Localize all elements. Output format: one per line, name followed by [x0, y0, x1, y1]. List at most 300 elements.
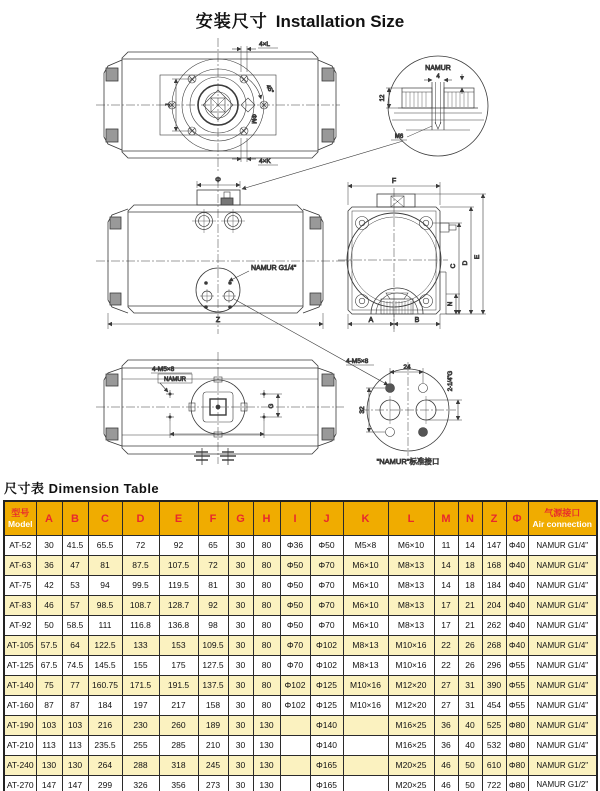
dim-cell: 230 [122, 715, 159, 735]
flange-height-dim: 32 [359, 406, 366, 414]
dim-cell: 36 [36, 555, 62, 575]
dim-cell: Φ40 [506, 575, 528, 595]
bottom-view-drawing [96, 352, 344, 465]
dim-cell: Φ50 [280, 595, 310, 615]
dim-cell: 64 [62, 635, 88, 655]
dim-cell: 260 [159, 715, 198, 735]
dim-cell [280, 775, 310, 791]
bottom-holes-dim-label: 4×K [259, 158, 271, 165]
dim-cell: 171.5 [122, 675, 159, 695]
model-cell: AT-92 [4, 615, 36, 635]
air-connection-cell: NAMUR G1/4" [528, 535, 597, 555]
top-holes-dim-label: 4×L [259, 41, 271, 48]
dim-cell: 356 [159, 775, 198, 791]
air-connection-cell: NAMUR G1/4" [528, 715, 597, 735]
header-col-e: E [159, 501, 198, 535]
dim-cell: 168 [482, 555, 506, 575]
dim-cell: 610 [482, 755, 506, 775]
dim-cell: Φ36 [280, 535, 310, 555]
dim-cell: 50 [36, 615, 62, 635]
dim-cell: 17 [434, 615, 458, 635]
dim-cell: 299 [88, 775, 122, 791]
dim-cell: M16×25 [388, 715, 434, 735]
e-dim-label: E [474, 254, 481, 260]
model-cell: AT-160 [4, 695, 36, 715]
dim-cell: 80 [253, 575, 280, 595]
header-air-en: Air connection [532, 518, 592, 529]
air-connection-cell: NAMUR G1/4" [528, 595, 597, 615]
header-col-g: G [228, 501, 253, 535]
header-col-m: M [434, 501, 458, 535]
dim-cell: 47 [62, 555, 88, 575]
dim-cell: Φ80 [506, 715, 528, 735]
dim-cell: M8×13 [388, 595, 434, 615]
dim-cell: Φ70 [310, 555, 343, 575]
dim-cell: 81 [198, 575, 228, 595]
n-dim-label: N [448, 301, 454, 307]
dim-cell: 57.5 [36, 635, 62, 655]
dim-cell: Φ165 [310, 755, 343, 775]
dim-cell: 80 [253, 695, 280, 715]
model-cell: AT-210 [4, 735, 36, 755]
dim-cell: 454 [482, 695, 506, 715]
dim-cell: 217 [159, 695, 198, 715]
table-row [4, 635, 597, 655]
dim-cell: 130 [253, 775, 280, 791]
model-cell: AT-105 [4, 635, 36, 655]
dim-cell: 30 [228, 755, 253, 775]
dim-cell: 40 [458, 735, 482, 755]
table-row [4, 755, 597, 775]
air-connection-cell: NAMUR G1/2" [528, 755, 597, 775]
table-row [4, 575, 597, 595]
dim-cell: 80 [253, 635, 280, 655]
page-title-en: Installation Size [275, 12, 405, 31]
header-col-k: K [343, 501, 388, 535]
b-dim-label: B [414, 317, 420, 324]
model-cell: AT-63 [4, 555, 36, 575]
dim-cell: 525 [482, 715, 506, 735]
dim-cell: 390 [482, 675, 506, 695]
dim-cell: 81 [88, 555, 122, 575]
dim-cell: Φ125 [310, 695, 343, 715]
flange-detail-drawing [346, 358, 462, 466]
dim-cell: Φ70 [310, 595, 343, 615]
header-col-z: Z [482, 501, 506, 535]
dim-cell: Φ102 [280, 695, 310, 715]
slot-width-dim: 4 [436, 74, 440, 80]
j-dim-label: J [166, 103, 172, 107]
dim-cell: 30 [228, 615, 253, 635]
dim-cell: 532 [482, 735, 506, 755]
dim-cell: 77 [62, 675, 88, 695]
dim-cell: 14 [434, 555, 458, 575]
dim-cell: 296 [482, 655, 506, 675]
header-model-en: Model [7, 518, 33, 529]
dim-cell: Φ50 [280, 615, 310, 635]
dim-cell: M6×10 [343, 575, 388, 595]
foot-bolts [194, 448, 236, 465]
dim-cell: 30 [228, 735, 253, 755]
header-model [4, 501, 36, 535]
dim-cell: 153 [159, 635, 198, 655]
model-cell: AT-52 [4, 535, 36, 555]
dim-cell: 46 [36, 595, 62, 615]
dim-cell [343, 755, 388, 775]
dim-cell: 108.7 [122, 595, 159, 615]
page-title-zh: 安装尺寸 [195, 12, 268, 31]
dim-cell: 80 [253, 655, 280, 675]
dim-cell: 92 [198, 595, 228, 615]
dim-cell: 210 [198, 735, 228, 755]
phi-dim-label: Φ [215, 177, 221, 184]
header-col-a: A [36, 501, 62, 535]
dim-cell: 75 [36, 675, 62, 695]
a-dim-label: A [368, 317, 374, 324]
header-col-j: J [310, 501, 343, 535]
dim-cell: 245 [198, 755, 228, 775]
dim-cell [343, 715, 388, 735]
dim-cell: 116.8 [122, 615, 159, 635]
dim-cell: 216 [88, 715, 122, 735]
slot-depth-dim: 12 [380, 94, 386, 102]
dim-cell: Φ50 [310, 535, 343, 555]
table-header-row [4, 501, 597, 535]
g-dim-label: G [269, 403, 275, 409]
dim-cell: 80 [253, 615, 280, 635]
air-connection-cell: NAMUR G1/4" [528, 575, 597, 595]
air-connection-cell: NAMUR G1/4" [528, 615, 597, 635]
dim-cell: 50 [458, 755, 482, 775]
header-col-b: B [62, 501, 88, 535]
dim-cell: 46 [434, 755, 458, 775]
dim-cell: 18 [458, 575, 482, 595]
header-col-l: L [388, 501, 434, 535]
dim-cell: 87 [62, 695, 88, 715]
dim-cell: 160.75 [88, 675, 122, 695]
dim-cell: Φ165 [310, 775, 343, 791]
dim-cell: 14 [434, 575, 458, 595]
dim-cell: 30 [228, 675, 253, 695]
air-connection-cell: NAMUR G1/2" [528, 775, 597, 791]
dim-cell: 14 [458, 535, 482, 555]
dim-cell: Φ80 [506, 735, 528, 755]
dim-cell: M20×25 [388, 775, 434, 791]
dim-cell: 65 [198, 535, 228, 555]
dim-cell: 36 [434, 715, 458, 735]
dim-cell: 722 [482, 775, 506, 791]
dim-cell: 326 [122, 775, 159, 791]
dim-cell: Φ40 [506, 595, 528, 615]
dim-cell: Φ70 [310, 615, 343, 635]
front-view-drawing [96, 177, 388, 385]
dim-cell: 87.5 [122, 555, 159, 575]
dim-cell: M10×16 [388, 635, 434, 655]
dim-cell: 103 [62, 715, 88, 735]
dim-cell: 40 [458, 715, 482, 735]
dim-cell: 74.5 [62, 655, 88, 675]
dim-cell: 184 [88, 695, 122, 715]
table-row [4, 735, 597, 755]
dim-cell: Φ70 [280, 655, 310, 675]
namur-detail-drawing [242, 56, 488, 189]
dim-cell: M6×10 [343, 555, 388, 575]
dim-cell: M8×13 [388, 575, 434, 595]
dim-cell [280, 715, 310, 735]
dim-cell: Φ80 [506, 775, 528, 791]
bottom-namur-label: NAMUR [164, 377, 186, 383]
dim-cell: 197 [122, 695, 159, 715]
dim-cell: 53 [62, 575, 88, 595]
dim-cell: Φ40 [506, 615, 528, 635]
dimension-table-title: 尺寸表 Dimension Table [4, 481, 160, 496]
m6-thread-label: M6 [394, 134, 404, 140]
dim-cell: 41.5 [62, 535, 88, 555]
dim-cell: M8×13 [388, 555, 434, 575]
model-cell: AT-190 [4, 715, 36, 735]
dim-cell [280, 735, 310, 755]
dim-cell: 26 [458, 655, 482, 675]
table-row [4, 555, 597, 575]
header-col-h: H [253, 501, 280, 535]
air-connection-cell: NAMUR G1/4" [528, 635, 597, 655]
dim-cell: 318 [159, 755, 198, 775]
z-dim-label: Z [215, 317, 221, 324]
dim-cell: 119.5 [159, 575, 198, 595]
dim-cell: Φ140 [310, 715, 343, 735]
namur-detail-title: NAMUR [425, 65, 451, 72]
dim-cell: 26 [458, 635, 482, 655]
dim-cell: 30 [228, 655, 253, 675]
dim-cell: 113 [36, 735, 62, 755]
dim-cell: 155 [122, 655, 159, 675]
table-row [4, 775, 597, 791]
dimension-table [3, 500, 598, 791]
header-col-f: F [198, 501, 228, 535]
dim-cell [343, 775, 388, 791]
dim-cell: 268 [482, 635, 506, 655]
dim-cell: 122.5 [88, 635, 122, 655]
table-row [4, 655, 597, 675]
dim-cell: 30 [228, 595, 253, 615]
air-connection-cell: NAMUR G1/4" [528, 555, 597, 575]
dim-cell: 27 [434, 675, 458, 695]
dim-cell: 22 [434, 635, 458, 655]
air-connection-cell: NAMUR G1/4" [528, 735, 597, 755]
page-title [0, 0, 600, 32]
dim-cell: M8×13 [343, 655, 388, 675]
dim-cell: Φ140 [310, 735, 343, 755]
dim-cell: 285 [159, 735, 198, 755]
dim-cell: 80 [253, 675, 280, 695]
dim-cell: Φ125 [310, 675, 343, 695]
dim-cell: M10×16 [343, 675, 388, 695]
header-air-connection [528, 501, 597, 535]
dim-cell: 46 [434, 775, 458, 791]
dim-cell: 11 [434, 535, 458, 555]
header-col-n: N [458, 501, 482, 535]
dim-cell: M6×10 [388, 535, 434, 555]
dim-cell: Φ50 [280, 575, 310, 595]
dim-cell: 133 [122, 635, 159, 655]
table-row [4, 695, 597, 715]
dim-cell: 189 [198, 715, 228, 735]
air-connection-cell: NAMUR G1/4" [528, 675, 597, 695]
dim-cell: 103 [36, 715, 62, 735]
dim-cell: M8×13 [343, 635, 388, 655]
table-row [4, 675, 597, 695]
dim-cell: 130 [253, 715, 280, 735]
dim-cell: 147 [482, 535, 506, 555]
dim-cell: 50 [458, 775, 482, 791]
dim-cell: 30 [228, 635, 253, 655]
dim-cell: 264 [88, 755, 122, 775]
dim-cell: M6×10 [343, 595, 388, 615]
dim-cell: 31 [458, 675, 482, 695]
dim-cell: 87 [36, 695, 62, 715]
dim-cell: 27 [434, 695, 458, 715]
dim-cell: 255 [122, 735, 159, 755]
dim-cell: 113 [62, 735, 88, 755]
header-col-c: C [88, 501, 122, 535]
dim-cell: 184 [482, 575, 506, 595]
model-cell: AT-75 [4, 575, 36, 595]
dim-cell: 21 [458, 595, 482, 615]
dim-cell: M10×16 [343, 695, 388, 715]
dim-cell: 58.5 [62, 615, 88, 635]
air-connection-cell: NAMUR G1/4" [528, 695, 597, 715]
dim-cell: 98 [198, 615, 228, 635]
dim-cell: 42 [36, 575, 62, 595]
dim-cell: 18 [458, 555, 482, 575]
dim-cell: 145.5 [88, 655, 122, 675]
header-model-zh: 型号 [11, 507, 30, 518]
flange-caption: "NAMUR"标准接口 [376, 457, 440, 466]
dimension-table-body [4, 535, 597, 791]
bottom-bolt-label: 4-M5×8 [152, 366, 175, 373]
model-cell: AT-140 [4, 675, 36, 695]
dim-cell: 99.5 [122, 575, 159, 595]
dim-cell: 107.5 [159, 555, 198, 575]
dim-cell: 262 [482, 615, 506, 635]
c-dim-label: C [450, 263, 457, 269]
dim-cell: Φ40 [506, 535, 528, 555]
dim-cell: 72 [198, 555, 228, 575]
dim-cell: 147 [36, 775, 62, 791]
dim-cell: 130 [253, 755, 280, 775]
dim-cell: 30 [228, 775, 253, 791]
header-air-zh: 气源接口 [544, 507, 581, 518]
flange-port-label: 2-1/4"G [448, 370, 454, 392]
dim-cell: 137.5 [198, 675, 228, 695]
dim-cell: Φ55 [506, 675, 528, 695]
model-cell: AT-240 [4, 755, 36, 775]
namur-port-label: NAMUR G1/4" [251, 265, 297, 272]
dim-cell: M5×8 [343, 535, 388, 555]
dim-cell: 98.5 [88, 595, 122, 615]
dim-cell: 80 [253, 535, 280, 555]
dim-cell: 111 [88, 615, 122, 635]
dim-cell: 127.5 [198, 655, 228, 675]
dim-cell: 30 [228, 715, 253, 735]
dim-cell: 191.5 [159, 675, 198, 695]
dim-cell: Φ70 [310, 575, 343, 595]
model-cell: AT-270 [4, 775, 36, 791]
model-cell: AT-83 [4, 595, 36, 615]
dim-cell: 175 [159, 655, 198, 675]
dim-cell: M10×16 [388, 655, 434, 675]
dim-cell: M12×20 [388, 695, 434, 715]
dim-cell: Φ102 [310, 655, 343, 675]
dim-cell: 30 [36, 535, 62, 555]
dim-cell: Φ40 [506, 635, 528, 655]
dim-cell: 30 [228, 695, 253, 715]
dim-cell: M16×25 [388, 735, 434, 755]
dim-cell: 128.7 [159, 595, 198, 615]
header-col-phi: Φ [506, 501, 528, 535]
dim-cell: Φ50 [280, 555, 310, 575]
dim-cell: 30 [228, 575, 253, 595]
dim-cell: Φ70 [280, 635, 310, 655]
dim-cell: M8×13 [388, 615, 434, 635]
dim-cell: 30 [228, 555, 253, 575]
model-cell: AT-125 [4, 655, 36, 675]
dim-cell: 92 [159, 535, 198, 555]
dim-cell: M20×25 [388, 755, 434, 775]
dim-cell: M12×20 [388, 675, 434, 695]
dim-cell: 288 [122, 755, 159, 775]
dim-cell: 21 [458, 615, 482, 635]
top-view-drawing [96, 38, 340, 172]
dim-cell: 158 [198, 695, 228, 715]
dim-cell: 136.8 [159, 615, 198, 635]
flange-bolt-label: 4-M5×8 [346, 358, 369, 365]
dim-cell: 235.5 [88, 735, 122, 755]
dim-cell: Φ102 [310, 635, 343, 655]
installation-drawings [0, 32, 600, 476]
dim-cell: 36 [434, 735, 458, 755]
dim-cell [280, 755, 310, 775]
dim-cell: 147 [62, 775, 88, 791]
dim-cell: 67.5 [36, 655, 62, 675]
dim-cell: 17 [434, 595, 458, 615]
table-row [4, 615, 597, 635]
dim-cell: 94 [88, 575, 122, 595]
dim-cell: Φ40 [506, 555, 528, 575]
header-col-i: I [280, 501, 310, 535]
dim-cell: Φ55 [506, 655, 528, 675]
table-row [4, 595, 597, 615]
table-row [4, 535, 597, 555]
table-row [4, 715, 597, 735]
dim-cell: 130 [62, 755, 88, 775]
dim-cell: 65.5 [88, 535, 122, 555]
dim-cell: M6×10 [343, 615, 388, 635]
dim-cell: 30 [228, 535, 253, 555]
dim-cell: 31 [458, 695, 482, 715]
dim-cell: 273 [198, 775, 228, 791]
air-connection-cell: NAMUR G1/4" [528, 655, 597, 675]
dim-cell: Φ80 [506, 755, 528, 775]
dim-cell: 130 [36, 755, 62, 775]
dim-cell: 57 [62, 595, 88, 615]
dim-cell: Φ102 [280, 675, 310, 695]
dim-cell: 22 [434, 655, 458, 675]
dim-cell [343, 735, 388, 755]
dim-cell: 130 [253, 735, 280, 755]
dim-cell: 80 [253, 555, 280, 575]
dim-cell: Φ55 [506, 695, 528, 715]
